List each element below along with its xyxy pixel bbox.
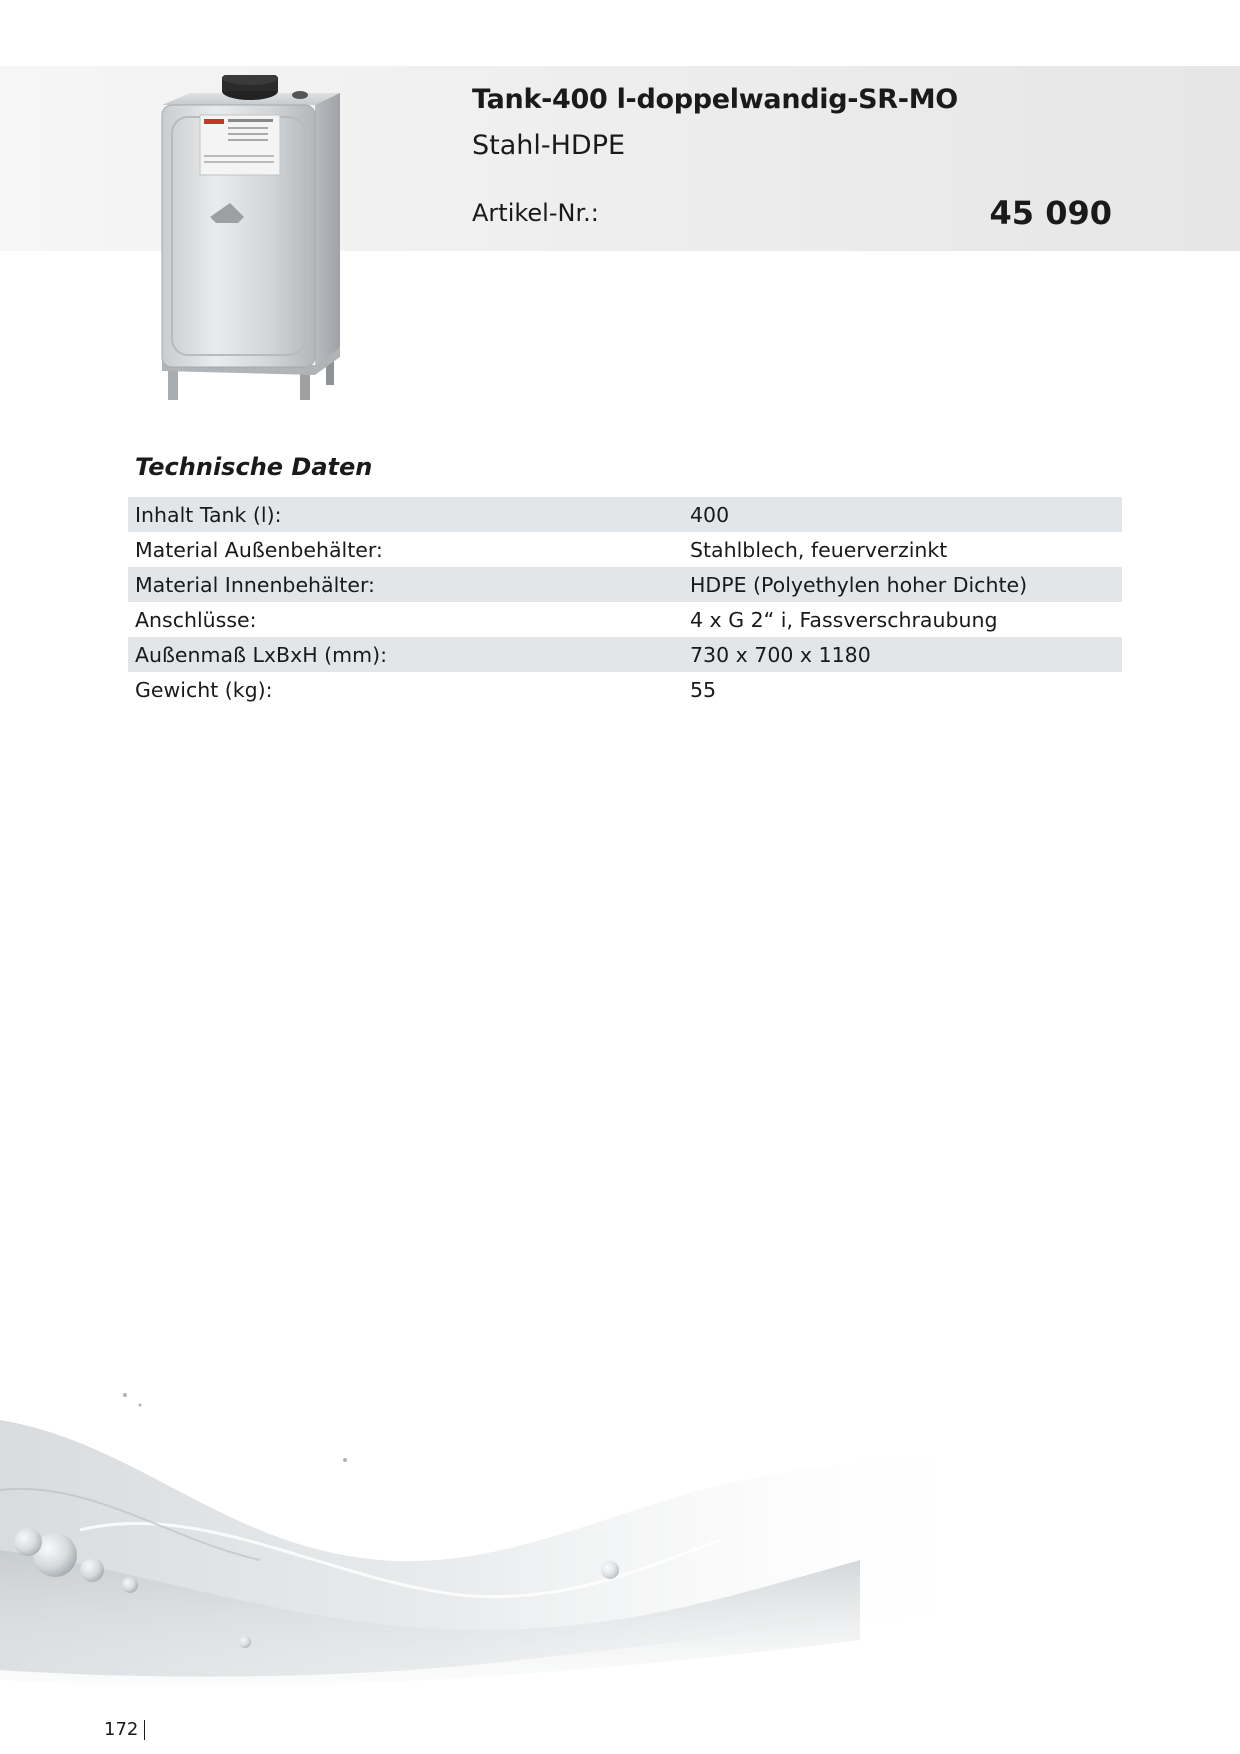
spec-label: Material Innenbehälter: (135, 572, 375, 597)
product-title: Tank-400 l-doppelwandig-SR-MO (472, 84, 958, 115)
spec-value: 730 x 700 x 1180 (690, 642, 871, 667)
spec-row (128, 567, 1122, 602)
water-splash-image (0, 1380, 1240, 1700)
technical-data-table (128, 497, 1122, 707)
spec-value: 4 x G 2“ i, Fassverschraubung (690, 607, 998, 632)
technical-data-heading: Technische Daten (135, 453, 373, 481)
article-number: 45 090 (989, 194, 1112, 232)
spec-label: Material Außenbehälter: (135, 537, 383, 562)
article-number-label: Artikel-Nr.: (472, 199, 599, 227)
spec-label: Inhalt Tank (l): (135, 502, 282, 527)
page-number: 172 (104, 1720, 145, 1740)
spec-row (128, 672, 1122, 707)
product-subtitle: Stahl-HDPE (472, 130, 626, 161)
spec-value: Stahlblech, feuerverzinkt (690, 537, 948, 562)
spec-row (128, 497, 1122, 532)
spec-label: Anschlüsse: (135, 607, 257, 632)
spec-label: Gewicht (kg): (135, 677, 273, 702)
spec-value: 400 (690, 502, 730, 527)
spec-value: 55 (690, 677, 717, 702)
spec-value: HDPE (Polyethylen hoher Dichte) (690, 572, 1028, 597)
spec-label: Außenmaß LxBxH (mm): (135, 642, 388, 667)
spec-row (128, 602, 1122, 637)
tank-product-image (150, 75, 390, 405)
spec-row (128, 532, 1122, 567)
spec-row (128, 637, 1122, 672)
